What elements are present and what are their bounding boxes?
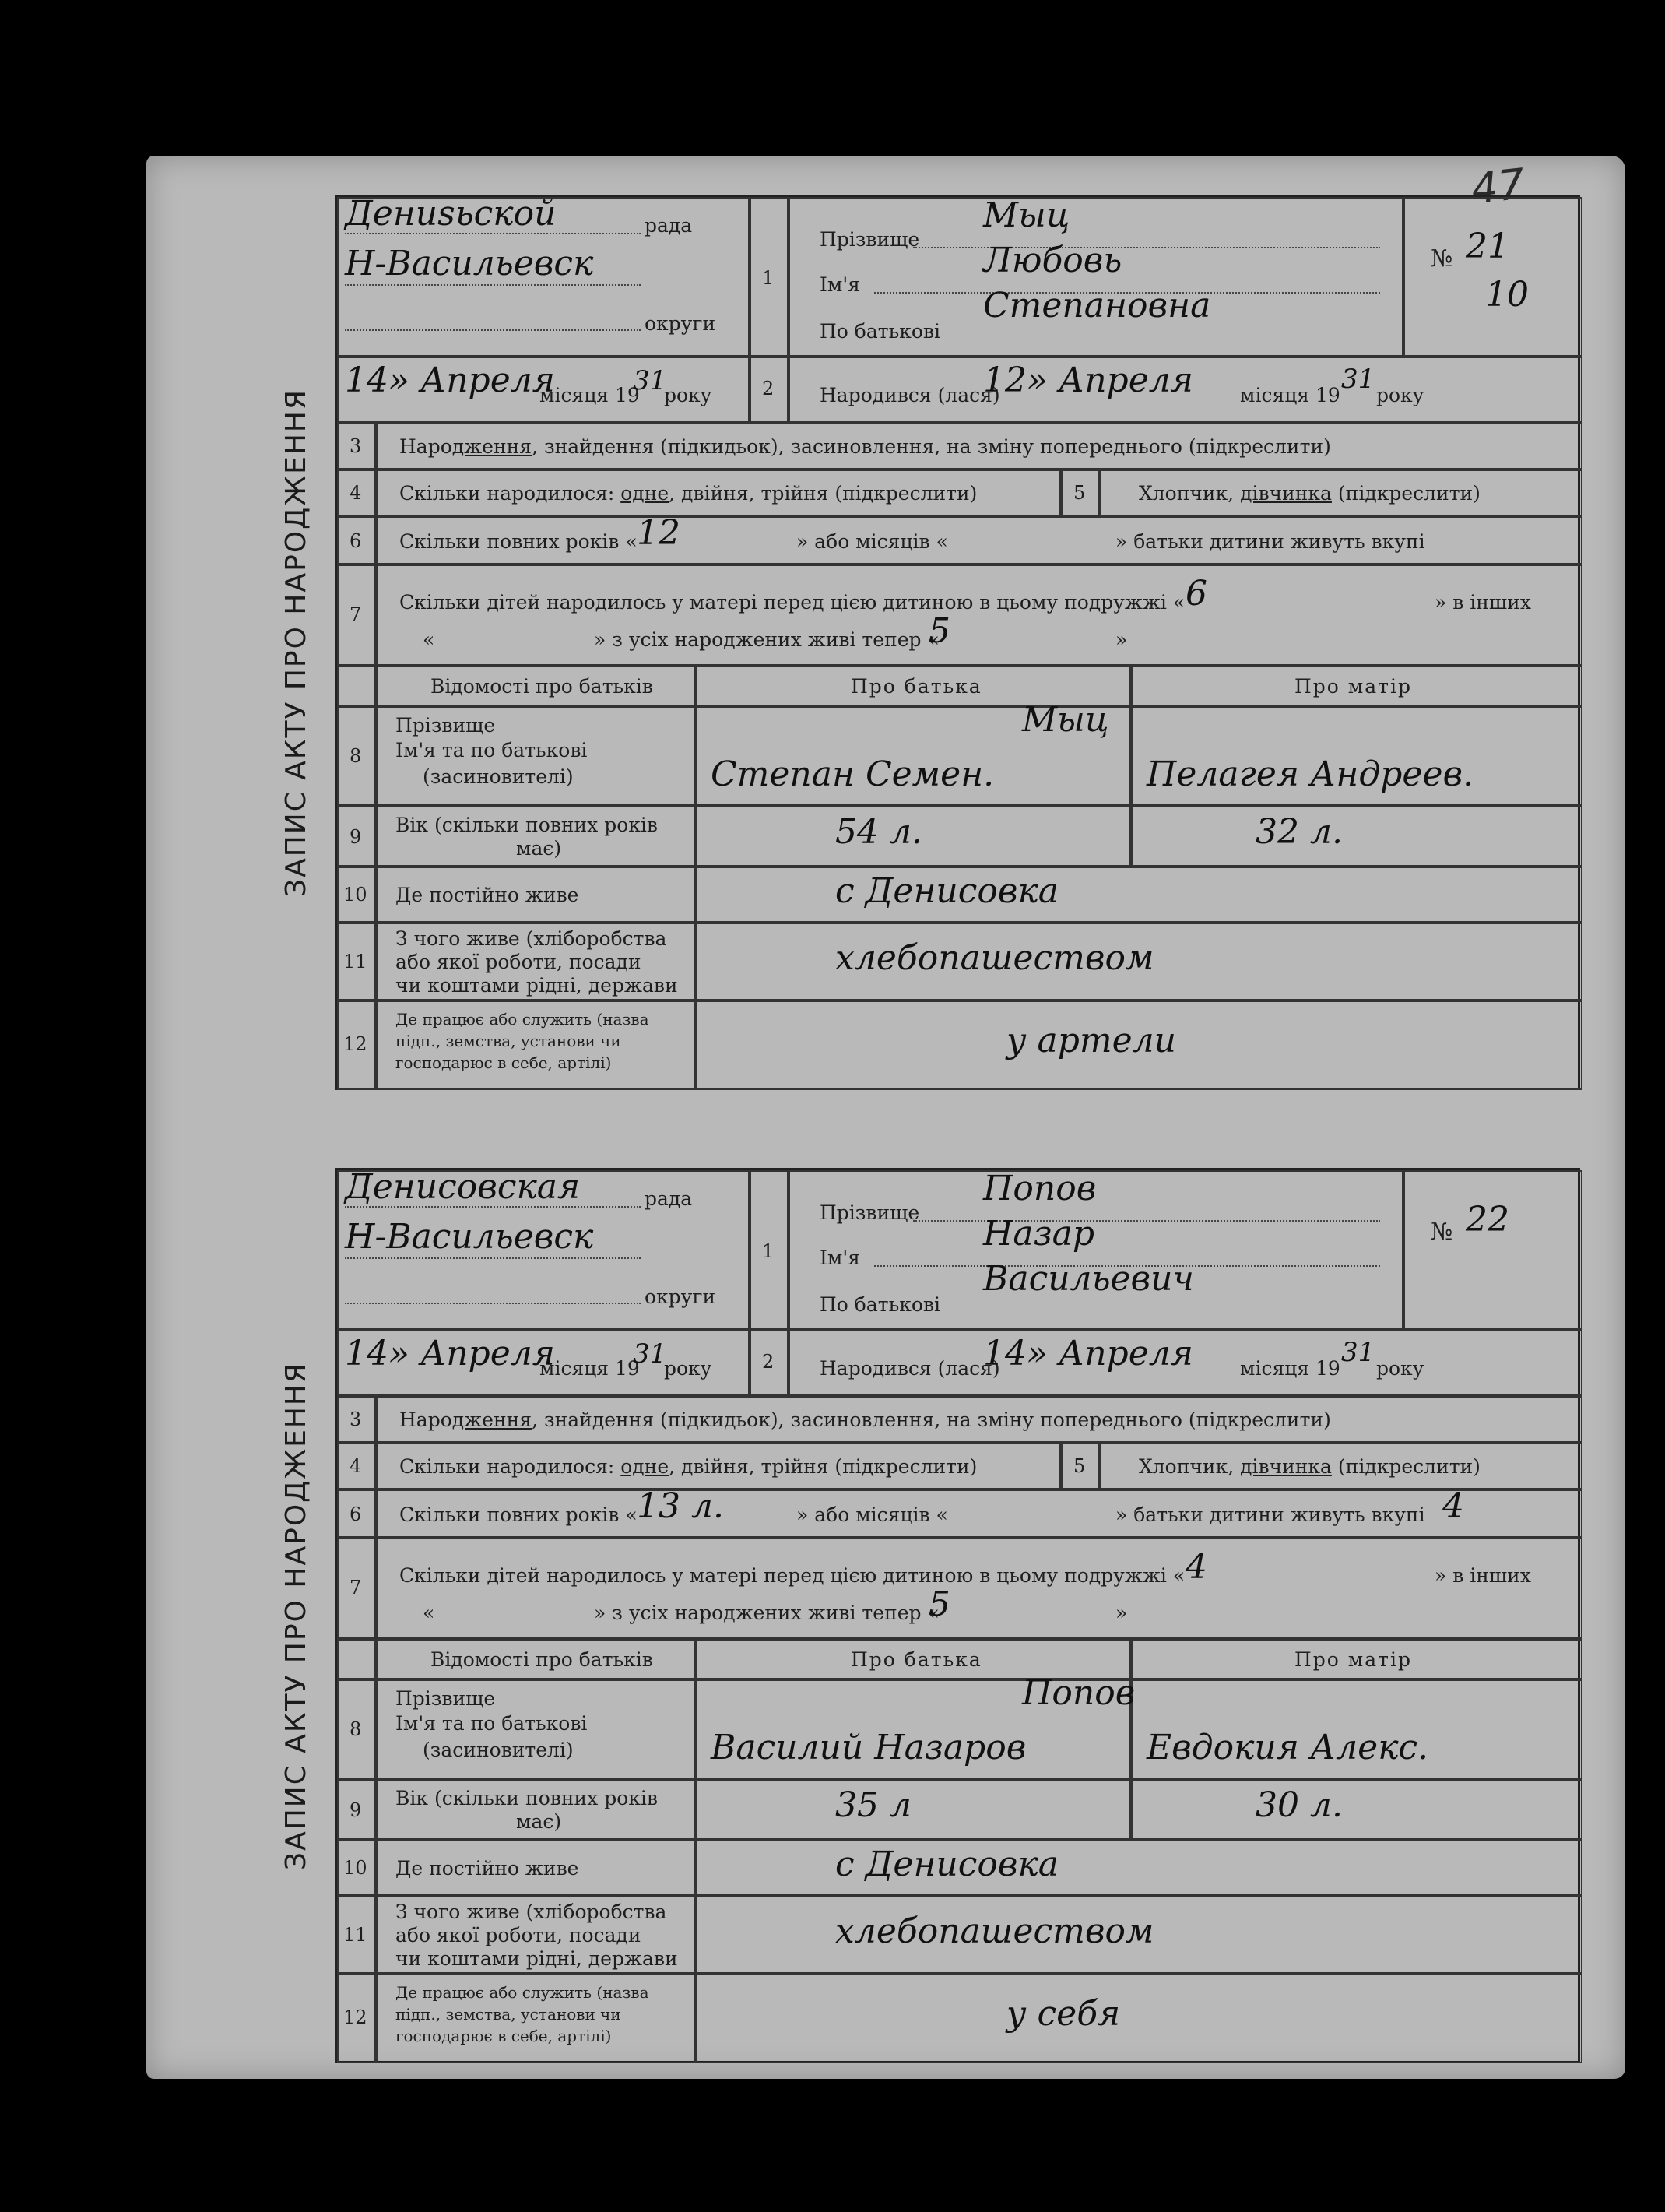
- workplace-label-2: підп., земства, установи чи: [395, 2005, 621, 2024]
- birth-type-text: Народження, знайдення (підкидьок), засиновлення, на зміну попереднього (підкреслити): [399, 435, 1331, 458]
- children-living-handwriting: 5: [929, 611, 950, 651]
- children-count-cell: [376, 1538, 1582, 1639]
- father-age-handwriting: 54 л.: [835, 812, 922, 852]
- name-handwriting: Любовь: [983, 241, 1122, 280]
- row-9-number: 9: [350, 1799, 362, 1821]
- rada-line: [345, 1206, 641, 1208]
- mother-name-handwriting: Пелагея Андреев.: [1147, 754, 1474, 794]
- mother-header: Про матір: [1294, 1648, 1412, 1671]
- mother-age-handwriting: 30 л.: [1256, 1785, 1343, 1825]
- parent-adoptive-label: (засиновителі): [423, 765, 574, 788]
- row-11-number: 11: [343, 951, 367, 972]
- row-4-number: 4: [350, 482, 362, 504]
- row-9-number: 9: [350, 826, 362, 848]
- record-number-handwriting: 22: [1466, 1200, 1509, 1240]
- father-name-handwriting: Степан Семен.: [711, 754, 995, 794]
- years-label: Скільки повних років «: [399, 530, 638, 553]
- okrug-label: округи: [645, 1285, 716, 1308]
- father-age-handwriting: 35 л: [835, 1785, 912, 1825]
- parent-name-label: Ім'я та по батькові: [395, 1712, 588, 1735]
- parents-header-spacer: [337, 666, 376, 706]
- row-5-number: 5: [1073, 482, 1086, 504]
- workplace-label: Де працює або служить (назва: [395, 1010, 649, 1029]
- livelihood-label-3: чи коштами рідні, держави: [395, 1947, 678, 1970]
- years-together-handwriting: 12: [637, 513, 680, 553]
- parent-surname-label: Прізвище: [395, 714, 496, 737]
- livelihood-label: З чого живе (хліборобства: [395, 1901, 667, 1923]
- residence-handwriting: с Денисовка: [835, 871, 1059, 911]
- family-surname-handwriting: Попов: [1022, 1673, 1136, 1713]
- parent-age-label-2: має): [516, 837, 562, 860]
- livelihood-label: З чого живе (хліборобства: [395, 927, 667, 950]
- patronymic-label: По батькові: [820, 320, 940, 343]
- rayon-line: [345, 1257, 641, 1259]
- okrug-label: округи: [645, 312, 716, 335]
- parent-name-label: Ім'я та по батькові: [395, 739, 588, 761]
- living-together-extra-handwriting: 4: [1442, 1486, 1464, 1526]
- row-2-number: 2: [762, 378, 775, 399]
- livelihood-label-2: або якої роботи, посади: [395, 951, 641, 973]
- record-number-secondary: 10: [1485, 275, 1529, 315]
- birth-month-label: місяця 19: [1240, 1357, 1340, 1380]
- birth-date-handwriting: 14» Апреля: [983, 1334, 1193, 1373]
- children-open-quote: «: [423, 628, 435, 651]
- registration-year-label: року: [664, 384, 712, 406]
- mother-age-cell: [1131, 806, 1582, 867]
- surname-label: Прізвище: [820, 228, 920, 251]
- parent-surname-label: Прізвище: [395, 1687, 496, 1710]
- birth-date-handwriting: 12» Апреля: [983, 360, 1193, 400]
- birth-year-handwriting: 31: [1341, 1337, 1375, 1368]
- children-close-quote: »: [1115, 1602, 1128, 1624]
- row-7-number: 7: [350, 1577, 362, 1598]
- record-form-grid: [335, 195, 1580, 1090]
- row-8-number: 8: [350, 1718, 362, 1740]
- months-label: » або місяців «: [796, 530, 948, 553]
- years-together-handwriting: 13 л.: [637, 1486, 724, 1526]
- mother-age-cell: [1131, 1779, 1582, 1840]
- birth-count-text: Скільки народилося: одне, двійня, трійня (підкреслити): [399, 1455, 978, 1478]
- birth-year-label: року: [1376, 384, 1424, 406]
- row-1-number: 1: [762, 1240, 775, 1262]
- registration-month-label: місяця 19: [539, 384, 640, 406]
- workplace-label-2: підп., земства, установи чи: [395, 1032, 621, 1050]
- registration-date-handwriting: 14» Апреля: [345, 1334, 555, 1373]
- registration-month-label: місяця 19: [539, 1357, 640, 1380]
- workplace-value-cell: [695, 1974, 1582, 2063]
- children-before-handwriting: 4: [1186, 1547, 1207, 1587]
- born-label: Народився (лася): [820, 1357, 1000, 1380]
- patronymic-handwriting: Степановна: [983, 286, 1211, 325]
- row-1-number: 1: [762, 267, 775, 289]
- birth-year-label: року: [1376, 1357, 1424, 1380]
- vertical-title: ЗАПИС АКТУ ПРО НАРОДЖЕННЯ: [279, 1361, 312, 1870]
- row-7-number: 7: [350, 603, 362, 625]
- residence-value-cell: [695, 867, 1582, 923]
- mother-age-handwriting: 32 л.: [1256, 812, 1343, 852]
- number-sign: №: [1431, 245, 1453, 273]
- rada-handwriting: Дениsьской: [345, 194, 557, 234]
- living-together-label: » батьки дитини живуть вкупі: [1115, 1503, 1425, 1526]
- mother-name-handwriting: Евдокия Алекс.: [1147, 1728, 1429, 1767]
- birth-record-2: [257, 1168, 1580, 2063]
- mother-header: Про матір: [1294, 675, 1412, 698]
- father-header: Про батька: [851, 675, 982, 698]
- family-surname-handwriting: Мыц: [1022, 700, 1109, 740]
- father-header: Про батька: [851, 1648, 982, 1671]
- patronymic-label: По батькові: [820, 1293, 940, 1316]
- workplace-label: Де працює або служить (назва: [395, 1983, 649, 2002]
- workplace-label-3: господарює в себе, артілі): [395, 2027, 612, 2045]
- parents-header: Відомості про батьків: [430, 1648, 653, 1671]
- parents-header: Відомості про батьків: [430, 675, 653, 698]
- workplace-handwriting: у себя: [1006, 1994, 1121, 2034]
- row-12-number: 12: [343, 2006, 367, 2028]
- row-5-number: 5: [1073, 1455, 1086, 1477]
- record-form-grid: [335, 1168, 1580, 2063]
- registration-date-handwriting: 14» Апреля: [345, 360, 555, 400]
- children-close-quote: »: [1115, 628, 1128, 651]
- row-10-number: 10: [343, 884, 367, 906]
- parents-header-spacer: [337, 1639, 376, 1679]
- parent-age-label: Вік (скільки повних років: [395, 814, 658, 836]
- row-2-number: 2: [762, 1351, 775, 1373]
- rayon-handwriting: Н-Васильевск: [345, 1217, 594, 1257]
- parent-adoptive-label: (засиновителі): [423, 1739, 574, 1761]
- livelihood-label-2: або якої роботи, посади: [395, 1924, 641, 1946]
- children-open-quote: «: [423, 1602, 435, 1624]
- rada-label: рада: [645, 1187, 693, 1210]
- row-4-number: 4: [350, 1455, 362, 1477]
- surname-label: Прізвище: [820, 1201, 920, 1224]
- children-living-label: » з усіх народжених живі тепер «: [594, 1602, 940, 1624]
- registration-year-handwriting: 31: [633, 365, 667, 396]
- months-label: » або місяців «: [796, 1503, 948, 1526]
- row-3-number: 3: [350, 435, 362, 457]
- workplace-handwriting: у артели: [1006, 1021, 1177, 1060]
- birth-count-text: Скільки народилося: одне, двійня, трійня (підкреслити): [399, 482, 978, 505]
- residence-value-cell: [695, 1840, 1582, 1896]
- patronymic-handwriting: Васильевич: [983, 1259, 1194, 1299]
- surname-handwriting: Мыц: [983, 195, 1070, 235]
- birth-type-text: Народження, знайдення (підкидьок), засиновлення, на зміну попереднього (підкреслити): [399, 1408, 1331, 1431]
- father-name-handwriting: Василий Назаров: [711, 1728, 1027, 1767]
- rada-handwriting: Денисовская: [345, 1167, 581, 1207]
- birth-record-1: [257, 195, 1580, 1090]
- row-11-number: 11: [343, 1924, 367, 1946]
- children-other-label: » в інших: [1435, 1564, 1531, 1587]
- children-before-label: Скільки дітей народилось у матері перед цією дитиною в цьому подружжі «: [399, 1564, 1186, 1587]
- livelihood-label-3: чи коштами рідні, держави: [395, 974, 678, 997]
- row-6-number: 6: [350, 1503, 362, 1525]
- workplace-label-3: господарює в себе, артілі): [395, 1053, 612, 1072]
- okrug-line: [345, 329, 641, 331]
- years-label: Скільки повних років «: [399, 1503, 638, 1526]
- residence-label: Де постійно живе: [395, 884, 579, 906]
- parent-age-label: Вік (скільки повних років: [395, 1787, 658, 1809]
- children-before-label: Скільки дітей народилось у матері перед цією дитиною в цьому подружжі «: [399, 591, 1186, 614]
- rada-label: рада: [645, 214, 693, 237]
- row-3-number: 3: [350, 1408, 362, 1430]
- born-label: Народився (лася): [820, 384, 1000, 406]
- residence-label: Де постійно живе: [395, 1857, 579, 1880]
- children-living-label: » з усіх народжених живі тепер «: [594, 628, 940, 651]
- sex-text: Хлопчик, дівчинка (підкреслити): [1139, 1455, 1481, 1478]
- sex-text: Хлопчик, дівчинка (підкреслити): [1139, 482, 1481, 505]
- archive-page-number: 47: [1468, 159, 1527, 214]
- row-10-number: 10: [343, 1857, 367, 1879]
- father-age-cell: [695, 1779, 1131, 1840]
- name-label: Ім'я: [820, 1247, 860, 1269]
- parent-age-label-2: має): [516, 1810, 562, 1833]
- row-6-number: 6: [350, 530, 362, 552]
- registration-year-handwriting: 31: [633, 1338, 667, 1370]
- living-together-label: » батьки дитини живуть вкупі: [1115, 530, 1425, 553]
- record-number-cell: [1403, 1170, 1582, 1330]
- registration-year-label: року: [664, 1357, 712, 1380]
- children-other-label: » в інших: [1435, 591, 1531, 614]
- rayon-line: [345, 284, 641, 286]
- children-living-handwriting: 5: [929, 1584, 950, 1624]
- record-number-handwriting: 21: [1466, 227, 1509, 266]
- children-count-cell: [376, 564, 1582, 666]
- livelihood-handwriting: хлебопашеством: [835, 938, 1154, 978]
- children-before-handwriting: 6: [1186, 574, 1207, 614]
- row-8-number: 8: [350, 745, 362, 767]
- residence-handwriting: с Денисовка: [835, 1845, 1059, 1884]
- birth-year-handwriting: 31: [1341, 364, 1375, 395]
- livelihood-handwriting: хлебопашеством: [835, 1911, 1154, 1951]
- okrug-line: [345, 1303, 641, 1304]
- row-12-number: 12: [343, 1033, 367, 1055]
- rada-line: [345, 233, 641, 234]
- rayon-handwriting: Н-Васильевск: [345, 244, 594, 283]
- surname-handwriting: Попов: [983, 1169, 1097, 1208]
- name-handwriting: Назар: [983, 1214, 1094, 1254]
- number-sign: №: [1431, 1219, 1453, 1246]
- birth-month-label: місяця 19: [1240, 384, 1340, 406]
- name-label: Ім'я: [820, 273, 860, 296]
- vertical-title: ЗАПИС АКТУ ПРО НАРОДЖЕННЯ: [279, 388, 312, 897]
